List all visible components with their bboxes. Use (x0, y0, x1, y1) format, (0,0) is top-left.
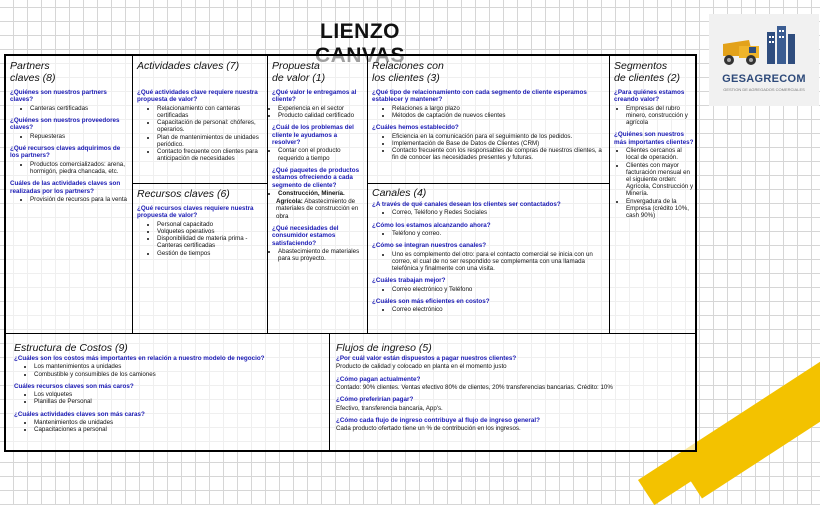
partners-heading-2: claves (8) (10, 72, 56, 84)
segments-question: ¿Quiénes son nuestros más importantes clientes? (614, 131, 694, 146)
resources-block (132, 183, 267, 333)
list-item: • Los mantenimientos a unidades (34, 363, 329, 370)
channels-question: ¿A través de qué canales desean los clientes ser contactados? (372, 201, 561, 208)
revenue-answer: Cada producto ofertado tiene un % de contribución en los ingresos. (336, 425, 521, 433)
relationships-question: ¿Cuáles hemos establecido? (372, 124, 459, 132)
list-item: • Combustible y consumibles de los camiones (34, 371, 329, 378)
list-item: • Provisión de recursos para la venta (30, 196, 130, 203)
activities-block (132, 56, 267, 183)
logo-name: GESAGRECOM (722, 73, 806, 85)
revenue-question: ¿Cómo pagan actualmente? (336, 375, 421, 383)
company-logo (709, 14, 819, 106)
list-item: • Disponibilidad de materia prima - Canteras certificadas (157, 235, 267, 249)
relationships-question: ¿Qué tipo de relacionamiento con cada segmento de cliente esperamos establecer y mantener? (372, 89, 587, 104)
value-heading-2: de valor (1) (272, 72, 326, 84)
partners-block (10, 60, 130, 330)
partners-question: ¿Quiénes son nuestros partners claves? (10, 89, 107, 104)
costs-question: Cuáles recursos claves son más caros? (14, 382, 134, 390)
value-question: ¿Qué necesidades del consumidor estamos satisfaciendo? (272, 224, 339, 247)
value-question: ¿Cuál de los problemas del cliente le ayudamos a resolver? (272, 124, 354, 147)
revenue-answer: Contado: 90% clientes. Ventas efectivo 80% de clientes, 20% transferencias bancarias. Crédito: 10% (336, 384, 613, 392)
value-package-label: Agrícola: (276, 198, 303, 206)
value-question: ¿Qué paquetes de productos estamos ofreciendo a cada segmento de cliente? (272, 166, 360, 189)
page-title: LIENZO (320, 20, 400, 43)
resources-question: ¿Qué recursos claves requiere nuestra propuesta de valor? (137, 205, 254, 220)
costs-heading: Estructura de Costos (9) (14, 342, 128, 354)
truck-icon (709, 14, 819, 72)
list-item: • Productos comercializados: arena, hormigón, piedra chancada, etc. (30, 161, 130, 175)
value-package-text: Abastecimiento de materiales de construcción en obra (276, 198, 359, 220)
list-item: • Correo electrónico y Teléfono (392, 286, 609, 293)
list-item: • Los volquetes (34, 391, 329, 398)
channels-question: ¿Cuáles trabajan mejor? (372, 277, 446, 285)
segments-block (609, 56, 695, 333)
list-item: • Implementación de Base de Datos de Clientes (CRM) (392, 140, 609, 147)
revenue-question: ¿Cómo preferirían pagar? (336, 396, 414, 404)
partners-question: ¿Qué recursos claves adquirimos de los partners? (10, 145, 121, 160)
list-item: • Mantenimientos de unidades (34, 419, 329, 426)
revenue-question: ¿Cómo cada flujo de ingreso contribuye al flujo de ingreso general? (336, 416, 540, 424)
list-item: • Envergadura de la Empresa (crédito 10%, cash 90%) (626, 198, 695, 220)
channels-heading: Canales (4) (372, 187, 427, 199)
list-item: • Relacionamiento con canteras certificadas (157, 105, 267, 119)
activities-heading: Actividades claves (7) (137, 60, 240, 72)
channels-question: ¿Cuáles son más eficientes en costos? (372, 297, 490, 305)
business-model-canvas (4, 54, 697, 452)
value-package-detail (276, 198, 367, 220)
list-item: • Teléfono y correo. (392, 230, 609, 237)
value-question: ¿Qué valor le entregamos al cliente? (272, 89, 357, 104)
list-item: • Contar con el producto requerido a tiempo (278, 147, 367, 161)
relationships-heading-1: Relaciones con (372, 60, 444, 72)
channels-question: ¿Cómo se integran nuestros canales? (372, 242, 487, 250)
partners-question: Cuáles de las actividades claves son realizadas por los partners? (10, 180, 121, 195)
list-item: • Experiencia en el sector (278, 105, 367, 112)
resources-heading: Recursos claves (6) (137, 188, 230, 200)
list-item: • Planillas de Personal (34, 398, 329, 405)
partners-heading-1: Partners (10, 60, 50, 72)
list-item: • Correo electrónico (392, 306, 609, 313)
cost-structure-block (6, 333, 329, 450)
revenue-answer: Efectivo, transferencia bancaria, App's. (336, 404, 443, 412)
list-item: • Volquetes operativos (157, 228, 267, 235)
value-heading-1: Propuesta (272, 60, 320, 72)
list-item: • Construcción, Minería. (278, 190, 367, 197)
list-item: • Métodos de captación de nuevos clientes (392, 112, 609, 119)
list-item: • Uno es complemento del otro: para el contacto comercial se inicia con un correo, el cual de no ser respondido se complementa con una llamada telefónica y finalmente con una visita. (392, 251, 609, 273)
list-item: • Personal capacitado (157, 221, 267, 228)
costs-question: ¿Cuáles actividades claves son más caras? (14, 410, 145, 418)
list-item: • Correo, Teléfono y Redes Sociales (392, 209, 609, 216)
channels-question: ¿Cómo los estamos alcanzando ahora? (372, 221, 491, 229)
revenue-heading: Flujos de ingreso (5) (336, 342, 432, 354)
partners-question: ¿Quiénes son nuestros proveedores claves? (10, 117, 120, 132)
list-item: • Eficiencia en la comunicación para el seguimiento de los pedidos. (392, 133, 609, 140)
list-item: • Contacto frecuente con clientes para anticipación de necesidades (157, 148, 267, 162)
list-item: • Clientes cercanos al local de operación. (626, 147, 695, 161)
list-item: • Abastecimiento de materiales para su proyecto. (278, 248, 367, 262)
relationships-block (367, 56, 609, 183)
value-proposition-block (267, 56, 367, 333)
revenue-question: ¿Por cuál valor están dispuestos a pagar nuestros clientes? (336, 355, 517, 362)
list-item: • Repuesteras (30, 133, 130, 140)
activities-question: ¿Qué actividades clave requiere nuestra propuesta de valor? (137, 89, 258, 104)
list-item: • Empresas del rubro minero, construcción y agrícola (626, 105, 695, 127)
list-item: • Contacto frecuente con los responsables de compras de nuestros clientes, a fin de conocer las necesidades presentes y futuras. (392, 147, 609, 161)
channels-block (367, 183, 609, 333)
revenue-answer: Producto de calidad y colocado en planta en el momento justo (336, 363, 507, 371)
segments-heading-2: de clientes (2) (614, 72, 680, 84)
list-item: • Gestión de tiempos (157, 250, 267, 257)
list-item: • Relaciones a largo plazo (392, 105, 609, 112)
logo-tagline: GESTION DE AGREGADOS COMERCIALES (723, 87, 805, 92)
revenue-streams-block (329, 333, 695, 450)
list-item: • Capacitaciones a personal (34, 426, 329, 433)
costs-question: ¿Cuáles son los costos más importantes en relación a nuestro modelo de negocio? (14, 355, 265, 362)
segments-question: ¿Para quiénes estamos creando valor? (614, 89, 685, 104)
list-item: • Canteras certificadas (30, 105, 130, 112)
segments-heading-1: Segmentos (614, 60, 668, 72)
list-item: • Plan de mantenimientos de unidades periódico. (157, 134, 267, 148)
list-item: • Capacitación de personal: chóferes, operarios. (157, 119, 267, 133)
relationships-heading-2: los clientes (3) (372, 72, 440, 84)
list-item: • Producto calidad certificado (278, 112, 367, 119)
list-item: • Clientes con mayor facturación mensual en el siguiente orden: Agrícola, Construcción y Minería. (626, 162, 695, 198)
